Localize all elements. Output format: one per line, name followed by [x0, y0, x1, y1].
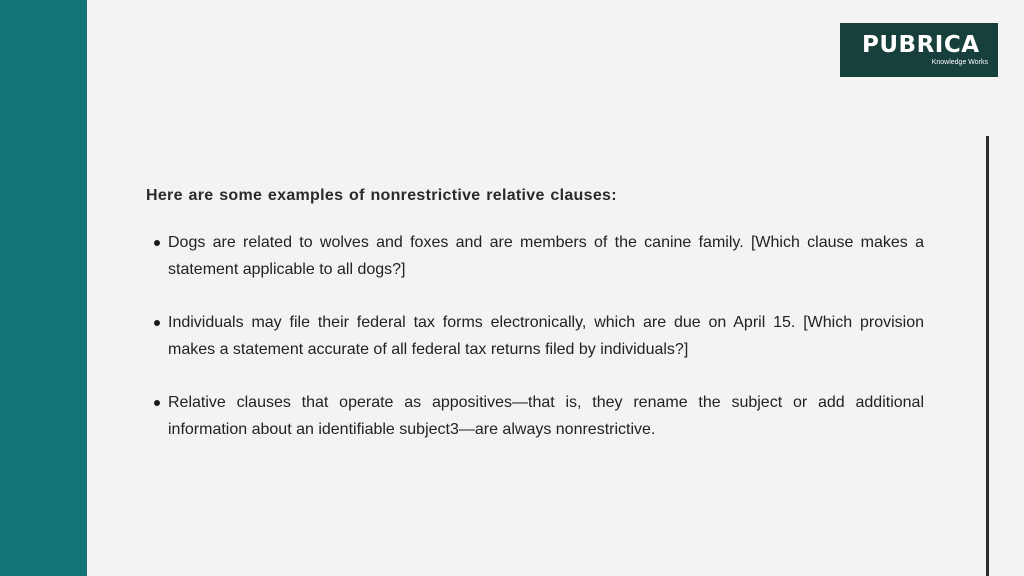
logo-tagline: Knowledge Works: [931, 59, 988, 66]
left-accent-bar: [0, 0, 87, 576]
bullet-list: [152, 230, 924, 470]
bullet-text: Individuals may file their federal tax forms electronically, which are due on April 15. [Which provision makes a statement accurate of all federal tax returns filed by individuals?]: [168, 314, 924, 358]
logo-wordmark: PUBRICA: [862, 32, 980, 58]
bullet-item: [152, 310, 924, 363]
bullet-text: Dogs are related to wolves and foxes and are members of the canine family. [Which clause makes a statement applicable to all dogs?]: [168, 234, 924, 278]
bullet-dot-icon: [154, 320, 160, 326]
bullet-dot-icon: [154, 400, 160, 406]
slide-heading: Here are some examples of nonrestrictive relative clauses:: [146, 187, 617, 204]
bullet-dot-icon: [154, 240, 160, 246]
bullet-text: Relative clauses that operate as appositives—that is, they rename the subject or add additional information about an identifiable subject3—are always nonrestrictive.: [168, 394, 924, 438]
pubrica-logo: [840, 23, 998, 77]
right-divider-line: [986, 136, 989, 576]
bullet-item: [152, 230, 924, 283]
bullet-item: [152, 390, 924, 443]
